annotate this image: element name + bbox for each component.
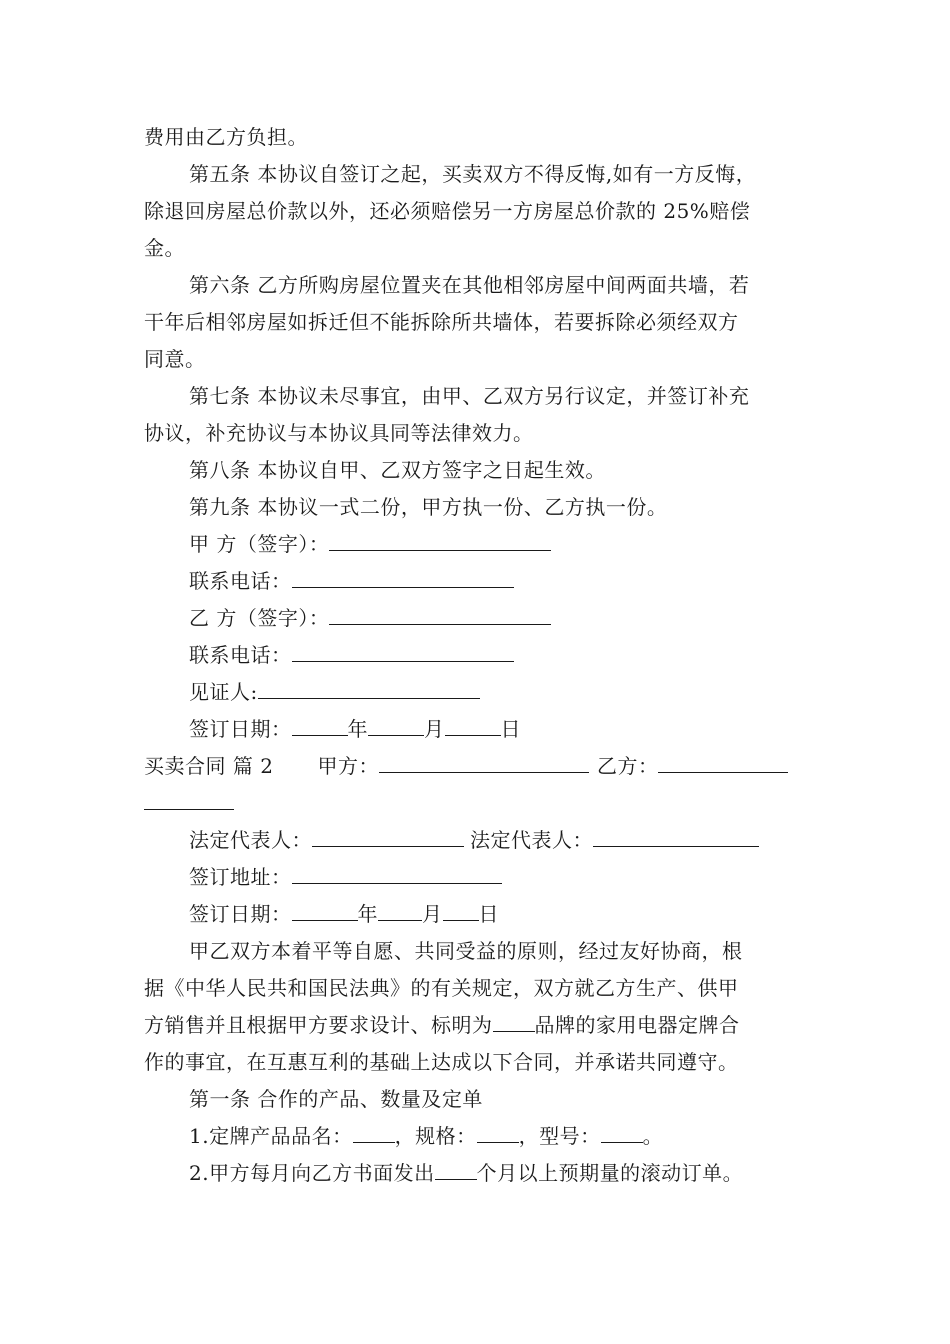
article-5-line-1: 第五条 本协议自签订之起，买卖双方不得反悔,如有一方反悔， [189, 162, 757, 186]
signing-date-2 [189, 900, 499, 928]
item-text: ，型号： [518, 1124, 601, 1148]
item-text: ，规格： [394, 1124, 477, 1148]
article-9: 第九条 本协议一式二份，甲方执一份、乙方执一份。 [189, 495, 668, 519]
party-b-blank-continued [144, 789, 234, 817]
signature-a-label: 甲 方（签字）： [189, 532, 330, 556]
phone-a-blank [292, 567, 514, 588]
month-blank [368, 715, 424, 736]
party-a-blank [379, 752, 589, 773]
item-text: 。 [642, 1124, 664, 1148]
party-b-blank [658, 752, 788, 773]
phone-party-b [189, 641, 514, 669]
representatives-line [189, 826, 759, 854]
phone-b-label: 联系电话： [189, 643, 292, 667]
preamble-text: 品牌的家用电器定牌合 [534, 1013, 740, 1037]
signature-b-blank [329, 604, 551, 625]
article-7-line-2: 协议，补充协议与本协议具同等法律效力。 [144, 421, 534, 445]
article-7-line-1: 第七条 本协议未尽事宜，由甲、乙双方另行议定，并签订补充 [189, 384, 750, 408]
month-label: 月 [422, 902, 443, 926]
preamble-text: 方销售并且根据甲方要求设计、标明为 [144, 1013, 493, 1037]
address-blank [292, 863, 502, 884]
rep-a-blank [312, 826, 464, 847]
spec-blank [477, 1122, 519, 1143]
contract-2-title: 买卖合同 篇 2 [144, 754, 274, 778]
article-6-line-1: 第六条 乙方所购房屋位置夹在其他相邻房屋中间两面共墙，若 [189, 273, 750, 297]
phone-b-blank [292, 641, 514, 662]
month-label: 月 [424, 717, 445, 741]
article-5-line-2: 除退回房屋总价款以外，还必须赔偿另一方房屋总价款的 25%赔偿 [144, 199, 751, 223]
model-blank [601, 1122, 643, 1143]
rep-a-label: 法定代表人： [189, 828, 312, 852]
signature-party-a [189, 530, 551, 558]
witness-blank [258, 678, 480, 699]
signing-date-1 [189, 715, 521, 743]
address-label: 签订地址： [189, 865, 292, 889]
brand-blank [493, 1011, 535, 1032]
date-label: 签订日期： [189, 717, 292, 741]
preamble-line-1: 甲乙双方本着平等自愿、共同受益的原则，经过友好协商，根 [189, 939, 743, 963]
day-label: 日 [500, 717, 521, 741]
month-blank [378, 900, 422, 921]
year-label: 年 [357, 902, 378, 926]
item-2 [189, 1159, 743, 1187]
date-label: 签订日期： [189, 902, 292, 926]
item-text: 2.甲方每月向乙方书面发出 [189, 1161, 435, 1185]
article-6-line-2: 干年后相邻房屋如拆迁但不能拆除所共墙体，若要拆除必须经双方 [144, 310, 739, 334]
months-blank [435, 1159, 477, 1180]
item-text: 个月以上预期量的滚动订单。 [476, 1161, 744, 1185]
phone-a-label: 联系电话： [189, 569, 292, 593]
item-text: 1.定牌产品品名： [189, 1124, 353, 1148]
witness-label: 见证人: [189, 680, 258, 704]
phone-party-a [189, 567, 514, 595]
article-5-line-3: 金。 [144, 236, 185, 260]
year-label: 年 [347, 717, 368, 741]
preamble-line-4: 作的事宜，在互惠互利的基础上达成以下合同，并承诺共同遵守。 [144, 1050, 739, 1074]
party-a-label: 甲方： [317, 754, 379, 778]
rep-b-label: 法定代表人： [470, 828, 593, 852]
signature-a-blank [329, 530, 551, 551]
product-name-blank [353, 1122, 395, 1143]
text-line: 费用由乙方负担。 [144, 125, 308, 149]
year-blank [292, 900, 358, 921]
article-6-line-3: 同意。 [144, 347, 206, 371]
preamble-line-2: 据《中华人民共和国民法典》的有关规定，双方就乙方生产、供甲 [144, 976, 739, 1000]
contract-2-header [144, 752, 788, 780]
party-b-label: 乙方： [596, 754, 659, 778]
article-1-heading: 第一条 合作的产品、数量及定单 [189, 1087, 483, 1111]
article-8: 第八条 本协议自甲、乙双方签字之日起生效。 [189, 458, 606, 482]
day-blank [445, 715, 501, 736]
preamble-line-3 [144, 1011, 740, 1039]
signature-b-label: 乙 方（签字）： [189, 606, 330, 630]
item-1 [189, 1122, 663, 1150]
party-b-blank-wrap [144, 789, 234, 810]
signature-party-b [189, 604, 551, 632]
day-blank [443, 900, 479, 921]
rep-b-blank [593, 826, 759, 847]
signing-address [189, 863, 502, 891]
day-label: 日 [478, 902, 499, 926]
witness-line [189, 678, 480, 706]
year-blank [292, 715, 348, 736]
